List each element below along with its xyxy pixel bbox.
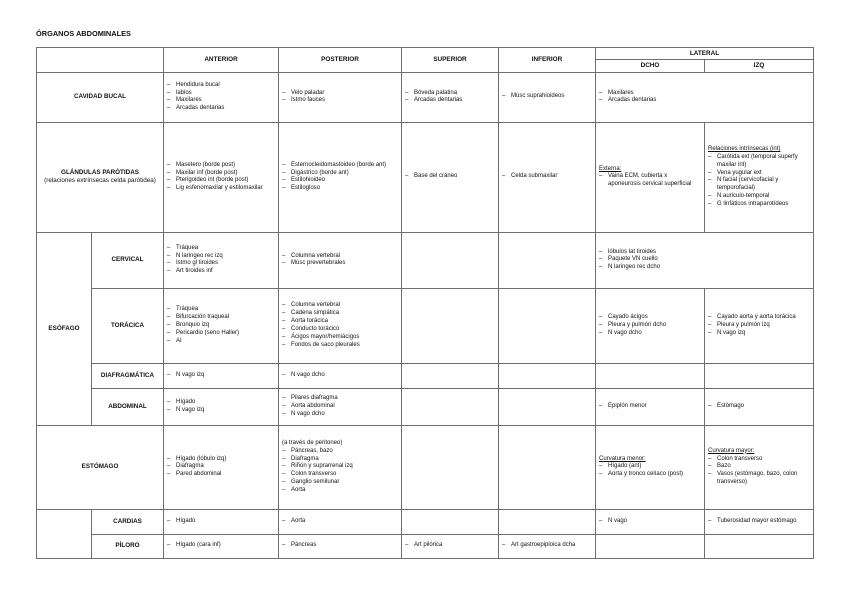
row-label: DIAFRAGMÁTICA [92,363,164,388]
row-estomago [37,425,814,509]
cell-posterior [279,122,402,232]
list-item: – N vago [599,518,701,526]
cell-dcho [596,288,705,363]
list-item: – Arcadas dentarias [599,97,810,105]
bullet-list [282,162,398,194]
list-item: – Celda submaxilar [502,173,592,181]
bullet-list [167,372,275,380]
cell-heading: Curvatura menor: [599,455,646,462]
cell-inferior [499,363,596,388]
list-item: – Hígado (ant) [599,463,701,471]
list-item: – Ácigos mayor/hemiácigos [282,334,398,342]
bullet-list [502,542,592,550]
cell-posterior [279,509,402,534]
list-item: – Vasos (estómago, bazo, colon transverso) [708,471,810,487]
cell-posterior [279,425,402,509]
list-item: – Hígado [167,518,275,526]
bullet-list [708,518,810,526]
bullet-list [405,90,495,106]
row-esofago-cervical [37,232,814,288]
header-empty [37,48,164,73]
bullet-list [599,249,810,273]
header-row [37,48,814,60]
list-item: – N vago dcho [599,330,701,338]
list-item: – Aorta torácica [282,318,398,326]
row-label: TORÁCICA [92,288,164,363]
list-item: – Músc prevertebrales [282,260,398,268]
bullet-list [282,448,398,495]
header-izq: IZQ [705,60,814,72]
cell-anterior [164,363,279,388]
bullet-list [599,314,701,338]
row-label-main: GLÁNDULAS PARÓTIDAS [61,169,139,177]
list-item: – N vago izq [167,407,275,415]
list-item: – labios [167,90,275,98]
cell-superior [402,122,499,232]
list-item: – Estilohioideo [282,177,398,185]
list-item: – G linfáticos intraparotídeos [708,201,810,209]
bullet-list [282,90,398,106]
list-item: – Esternocleidomastoideo (borde ant) [282,162,398,170]
row-label-sub: (relaciones extrínsecas celda parótidea) [44,177,156,185]
list-item: – Cayado ácigos [599,314,701,322]
cell-superior [402,509,499,534]
list-item: – Cadena simpática [282,310,398,318]
list-item: – Ganglio semilunar [282,479,398,487]
list-item: – Músc suprahioideos [502,93,592,101]
list-item: – Aorta abdominal [282,403,398,411]
list-item: – Vaina ECM, cubierta x aponeurosis cervical superficial [599,173,701,189]
list-item: – Epiplón menor [599,403,701,411]
cell-superior [402,534,499,558]
list-item: – Columna vertebral [282,302,398,310]
list-item: – Tráquea [167,306,275,314]
list-item: – N auriculo-temporal [708,193,810,201]
cell-izq [705,509,814,534]
cell-dcho [596,425,705,509]
list-item: – Colon transverso [708,456,810,464]
list-item: – Bronquio izq [167,322,275,330]
cell-inferior [499,232,596,288]
row-label: CARDIAS [92,509,164,534]
bullet-list [502,173,592,181]
bullet-list [282,372,398,380]
bullet-list [167,542,275,550]
cell-heading: Relaciones intrínsecas (int) [708,145,781,152]
bullet-list [599,518,701,526]
list-item: – Aorta [282,518,398,526]
bullet-list [708,456,810,488]
list-item: – Hígado (cara inf) [167,542,275,550]
bullet-list [599,90,810,106]
list-item: – Páncreas, bazo [282,448,398,456]
cell-superior [402,363,499,388]
list-item: – Maxilar inf (borde post) [167,170,275,178]
cell-anterior [164,509,279,534]
list-item: – Estómago [708,403,810,411]
list-item: – Columna vertebral [282,253,398,261]
header-anterior: ANTERIOR [164,48,279,73]
list-item: – Estilogloso [282,185,398,193]
bullet-list [167,518,275,526]
cell-inferior [499,72,596,122]
row-esofago-abdominal [37,388,814,425]
list-item: – Carótida ext (temporal superfy maxilar int) [708,154,810,170]
list-item: – Pleura y pulmón izq [708,322,810,330]
list-item: – Istmo fauces [282,97,398,105]
list-item: – Bifurcación traqueal [167,314,275,322]
bullet-list [599,173,701,189]
document-title: ÓRGANOS ABDOMINALES [36,29,131,38]
cell-superior [402,72,499,122]
list-item: – Pared abdominal [167,471,275,479]
cell-anterior [164,72,279,122]
cell-lateral [596,72,814,122]
cell-inferior [499,509,596,534]
bullet-list [282,253,398,269]
cell-anterior [164,388,279,425]
row-label: CAVIDAD BUCAL [37,72,164,122]
bullet-list [502,93,592,101]
cell-superior [402,232,499,288]
bullet-list [708,403,810,411]
list-item: – Masetero (borde post) [167,162,275,170]
cell-lateral [596,232,814,288]
list-item: – Pericardio (seno Haller) [167,330,275,338]
cell-note: (a través de peritoneo) [282,439,343,446]
list-item: – Colon transverso [282,471,398,479]
list-item: – N vago izq [708,330,810,338]
cell-superior [402,288,499,363]
row-esofago-toracica [37,288,814,363]
bullet-list [167,162,275,194]
cell-posterior [279,388,402,425]
cell-inferior [499,288,596,363]
list-item: – lóbulos lat tiroides [599,249,810,257]
cell-dcho [596,363,705,388]
list-item: – Diafragma [167,463,275,471]
list-item: – N vago dcho [282,372,398,380]
list-item: – Bóveda palatina [405,90,495,98]
list-item: – Art tiroides inf [167,268,275,276]
bullet-list [708,154,810,209]
list-item: – Aorta y tronco celíaco (post) [599,471,701,479]
list-item: – Arcadas dentarias [405,97,495,105]
row-esofago-diafragmatica [37,363,814,388]
bullet-list [599,463,701,479]
list-item: – Hígado [167,399,275,407]
cell-dcho [596,388,705,425]
header-posterior: POSTERIOR [279,48,402,73]
list-item: – Istmo gl tiroides [167,260,275,268]
cell-dcho [596,509,705,534]
cell-posterior [279,363,402,388]
cell-posterior [279,534,402,558]
bullet-list [167,245,275,277]
organs-table [36,47,814,559]
row-cavidad-bucal [37,72,814,122]
cell-anterior [164,534,279,558]
row-piloro [37,534,814,558]
list-item: – Fondos de saco pleurales [282,342,398,350]
bullet-list [167,399,275,415]
list-item: – N vago dcho [282,411,398,419]
header-dcho: DCHO [596,60,705,72]
header-inferior: INFERIOR [499,48,596,73]
cell-anterior [164,122,279,232]
list-item: – Conducto torácico [282,326,398,334]
cell-izq [705,363,814,388]
cell-superior [402,425,499,509]
list-item: – Aorta [282,487,398,495]
bullet-list [599,403,701,411]
list-item: – Bazo [708,463,810,471]
cell-izq [705,534,814,558]
list-item: – Hígado (lóbulo izq) [167,456,275,464]
cell-izq [705,425,814,509]
bullet-list [167,456,275,480]
list-item: – Tráquea [167,245,275,253]
list-item: – Tuberosidad mayor estómago [708,518,810,526]
bullet-list [708,314,810,338]
cell-anterior [164,425,279,509]
row-label: ESTÓMAGO [37,425,164,509]
list-item: – Pleura y pulmón dcho [599,322,701,330]
bullet-list [282,395,398,419]
row-cardias [37,509,814,534]
list-item: – Maxilares [599,90,810,98]
bullet-list [282,518,398,526]
cell-anterior [164,232,279,288]
cell-posterior [279,288,402,363]
cell-heading: Curvatura mayor: [708,447,755,454]
cell-inferior [499,534,596,558]
cell-superior [402,388,499,425]
list-item: – Digástrico (borde ant) [282,170,398,178]
bullet-list [167,306,275,346]
list-item: – Velo paladar [282,90,398,98]
list-item: – Maxilares [167,97,275,105]
list-item: – Art gastroepiploica dcha [502,542,592,550]
cell-heading: Externa: [599,165,622,172]
cell-inferior [499,425,596,509]
list-item: – AI [167,338,275,346]
list-item: – N vago izq [167,372,275,380]
list-item: – Vena yugular ext [708,170,810,178]
group-label-esofago: ESÓFAGO [37,232,92,425]
cell-anterior [164,288,279,363]
row-glandulas-parotidas [37,122,814,232]
row-label: PÍLORO [92,534,164,558]
list-item: – Arcadas dentarias [167,105,275,113]
bullet-list [405,542,495,550]
list-item: – N facial (cervicofacial y temporofacial) [708,177,810,193]
list-item: – Paquete VN cuello [599,256,810,264]
list-item: – N laringeo rec izq [167,253,275,261]
cell-posterior [279,72,402,122]
bullet-list [405,173,495,181]
cell-blank [37,509,92,558]
row-label: ABDOMINAL [92,388,164,425]
list-item: – Diafragma [282,456,398,464]
cell-izq [705,122,814,232]
row-label [37,122,164,232]
list-item: – Art pilórica [405,542,495,550]
header-lateral: LATERAL [596,48,814,60]
bullet-list [167,82,275,114]
list-item: – Riñón y suprarrenal izq [282,463,398,471]
cell-dcho [596,534,705,558]
row-label: CERVICAL [92,232,164,288]
list-item: – Páncreas [282,542,398,550]
list-item: – Lig esfenomaxilar y estilomaxilar [167,185,275,193]
list-item: – Pilares diafragma [282,395,398,403]
bullet-list [282,302,398,349]
cell-dcho [596,122,705,232]
cell-inferior [499,122,596,232]
cell-izq [705,388,814,425]
bullet-list [282,542,398,550]
cell-izq [705,288,814,363]
header-superior: SUPERIOR [402,48,499,73]
cell-posterior [279,232,402,288]
cell-inferior [499,388,596,425]
list-item: – Base del cráneo [405,173,495,181]
list-item: – Hendidura bucal [167,82,275,90]
list-item: – Pterigoideo int (borde post) [167,177,275,185]
list-item: – Cayado aorta y aorta torácica [708,314,810,322]
list-item: – N laringeo rec dcho [599,264,810,272]
